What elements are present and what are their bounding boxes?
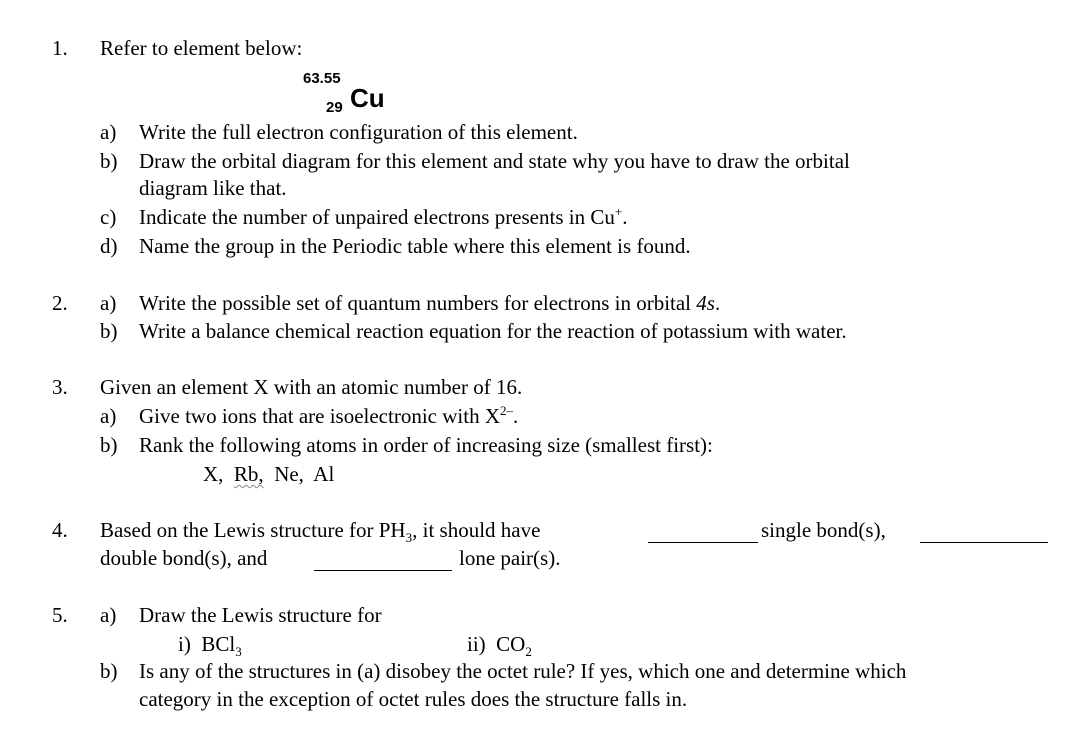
element-symbol: Cu	[350, 83, 385, 113]
q3a-label: a)	[100, 404, 117, 428]
q3a-text: Give two ions that are isoelectronic with $X^{2-}$.	[139, 403, 519, 428]
q2b-text: Write a balance chemical reaction equation for the reaction of potassium with water.	[139, 319, 847, 343]
q1d-text: Name the group in the Periodic table where this element is found.	[139, 234, 691, 258]
q1-intro: Refer to element below:	[100, 36, 303, 60]
atom-item: Al	[313, 462, 335, 486]
q2a-text: Write the possible set of quantum numbers for electrons in orbital 4s.	[139, 291, 721, 315]
q1c-text: Indicate the number of unpaired electrons presents in Cu+.	[139, 204, 628, 229]
answer-blank-single-bonds[interactable]	[648, 542, 758, 543]
q1a-label: a)	[100, 120, 117, 144]
q5a-text: Draw the Lewis structure for	[139, 603, 382, 627]
q5-sub-item-i: i) BCl$_3$	[178, 632, 242, 660]
q5b-label: b)	[100, 659, 118, 683]
q1d-label: d)	[100, 234, 118, 258]
q3-number: 3.	[52, 375, 68, 399]
q2b-label: b)	[100, 319, 118, 343]
q1a-text: Write the full electron configuration of this element.	[139, 120, 578, 144]
element-mass: 63.55	[303, 70, 341, 87]
q1b-text-cont: diagram like that.	[139, 176, 287, 200]
q4-line2: double bond(s), and	[100, 546, 268, 570]
q5-number: 5.	[52, 603, 68, 627]
atom-item: Ne,	[274, 462, 304, 486]
q3-atom-list	[203, 464, 334, 485]
q2-number: 2.	[52, 291, 68, 315]
q1c-label: c)	[100, 205, 117, 229]
answer-blank-lone-pairs[interactable]	[314, 570, 452, 571]
q4-single-bond-label: single bond(s),	[761, 518, 886, 542]
q4-lone-pair-label: lone pair(s).	[459, 546, 561, 570]
q4-number: 4.	[52, 518, 68, 542]
q3b-text: Rank the following atoms in order of increasing size (smallest first):	[139, 433, 713, 457]
q3b-label: b)	[100, 433, 118, 457]
q2a-label: a)	[100, 291, 117, 315]
element-atomic-number: 29	[326, 99, 343, 116]
q5b-text: Is any of the structures in (a) disobey the octet rule? If yes, which one and determine which	[139, 659, 907, 683]
answer-blank-double-bonds[interactable]	[920, 542, 1048, 543]
q5-sub-item-ii: ii) $CO_2$	[467, 632, 532, 660]
q5a-label: a)	[100, 603, 117, 627]
atom-item: Rb,	[233, 462, 264, 486]
q1b-text: Draw the orbital diagram for this element and state why you have to draw the orbital	[139, 149, 850, 173]
q1b-label: b)	[100, 149, 118, 173]
q1-number: 1.	[52, 36, 68, 60]
q3-intro: Given an element X with an atomic number of 16.	[100, 375, 523, 399]
q4-line1: Based on the Lewis structure for $PH_3$, it should have	[100, 518, 541, 546]
atom-item: X,	[203, 462, 224, 486]
q5b-text-cont: category in the exception of octet rules does the structure falls in.	[139, 687, 688, 711]
